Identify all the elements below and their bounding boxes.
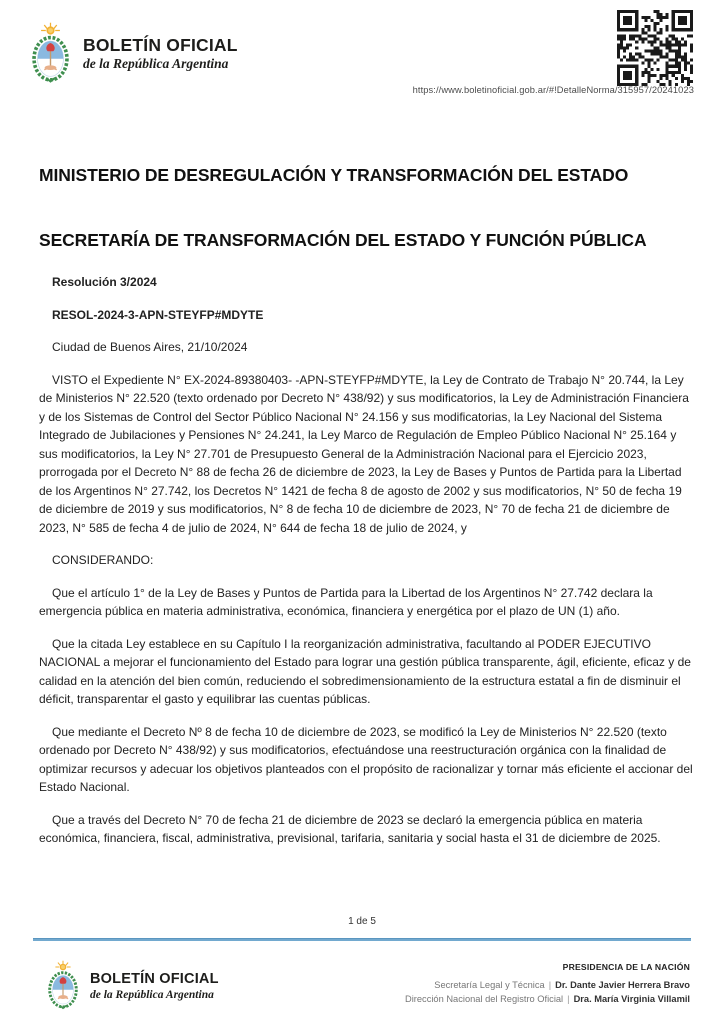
resolution-number: Resolución 3/2024 (52, 275, 157, 289)
secretariat-title: SECRETARÍA DE TRANSFORMACIÓN DEL ESTADO Y FUNCIÓN PÚBLICA (39, 230, 647, 250)
visto-paragraph: VISTO el Expediente N° EX-2024-89380403- -APN-STEYFP#MDYTE, la Ley de Contrato de Trabajo N° 20.744, la Ley de Ministerios N° 22.520 (texto ordenado por Decreto N° 438/92) y sus modificatorios, la Ley de Administración Financiera y de los Sistemas de Control del Sector Público Nacional N° 24.156 y sus modificatorias, la Ley Nacional del Sistema Integrado de Jubilaciones y Pensiones N° 24.241, la Ley Marco de Regulación de Empleo Público Nacional N° 25.164 y sus modificatorios, la Ley N° 27.701 de Presupuesto General de la Administración Nacional para el Ejercicio 2023, prorrogada por el Decreto N° 88 de fecha 26 de diciembre de 2023, la Ley de Bases y Puntos de Partida para la Libertad de los Argentinos N° 27.742, los Decretos N° 1421 de fecha 8 de agosto de 2002 y sus modificatorios, N° 50 de fecha 19 de diciembre de 2019 y sus modificatorios, N° 8 de fecha 10 de diciembre de 2023, N° 70 de fecha 21 de diciembre de 2023, N° 585 de fecha 4 de julio de 2024, N° 644 de fecha 18 de julio de 2024, y (39, 372, 689, 535)
document-body (39, 164, 695, 862)
credit-role: Dirección Nacional del Registro Oficial (405, 994, 564, 1004)
ministry-title: MINISTERIO DE DESREGULACIÓN Y TRANSFORMACIÓN DEL ESTADO (39, 165, 629, 185)
considerando-paragraph: Que a través del Decreto N° 70 de fecha 21 de diciembre de 2023 se declaró la emergencia pública en materia económica, financiera, fiscal, administrativa, previsional, tarifaria, sanitaria y social hasta el 31 de diciembre de 2025. (39, 812, 661, 845)
coat-of-arms-logo (27, 20, 74, 88)
footer-brand (44, 958, 219, 1014)
header-brand (27, 20, 238, 88)
credit-separator: | (548, 980, 552, 990)
credit-line (405, 980, 690, 990)
considerando-paragraph: Que el artículo 1° de la Ley de Bases y Puntos de Partida para la Libertad de los Argentinos N° 27.742 declara la emergencia pública en materia administrativa, económica, financiera y energética por el plazo de UN (1) año. (39, 585, 653, 618)
considerando-heading: CONSIDERANDO: (52, 553, 154, 567)
presidency-label: PRESIDENCIA DE LA NACIÓN (562, 962, 690, 972)
credit-line (405, 994, 690, 1004)
considerando-paragraph: Que mediante el Decreto Nº 8 de fecha 10 de diciembre de 2023, se modificó la Ley de Ministerios N° 22.520 (texto ordenado por Decreto N° 438/92) y sus modificatorios, efectuándose una reestructuración orgánica con la finalidad de optimizar recursos y adecuar los objetivos planteados con el propósito de racionalizar y tornar más eficiente el accionar del Estado Nacional. (39, 724, 693, 794)
credit-role: Secretaría Legal y Técnica (434, 980, 545, 990)
credit-name: Dr. Dante Javier Herrera Bravo (555, 980, 690, 990)
norma-url-link[interactable]: https://www.boletinoficial.gob.ar/#!DetalleNorma/315957/20241023 (412, 85, 694, 95)
footer-divider-line (33, 938, 691, 941)
brand-subtitle: de la República Argentina (83, 56, 229, 72)
resolution-code: RESOL-2024-3-APN-STEYFP#MDYTE (52, 307, 264, 322)
considerando-paragraph: Que la citada Ley establece en su Capítulo I la reorganización administrativa, facultando al PODER EJECUTIVO NACIONAL a mejorar el funcionamiento del Estado para lograr una gestión pública transparente, ágil, eficiente, eficaz y de calidad en la atención del bien común, reduciendo el sobredimensionamiento de la estructura estatal a fin de disminuir el déficit, transparentar el gasto y equilibrar las cuentas públicas. (39, 636, 691, 706)
page-indicator: 1 de 5 (348, 916, 376, 927)
footer-credits (405, 962, 690, 1008)
brand-subtitle: de la República Argentina (90, 988, 214, 1001)
qr-code (617, 10, 693, 86)
credit-name: Dra. María Virginia Villamil (573, 994, 690, 1004)
coat-of-arms-logo (44, 958, 82, 1014)
brand-title: BOLETÍN OFICIAL (90, 971, 219, 987)
dateline: Ciudad de Buenos Aires, 21/10/2024 (52, 340, 248, 354)
brand-title: BOLETÍN OFICIAL (83, 35, 238, 55)
credit-separator: | (567, 994, 570, 1004)
